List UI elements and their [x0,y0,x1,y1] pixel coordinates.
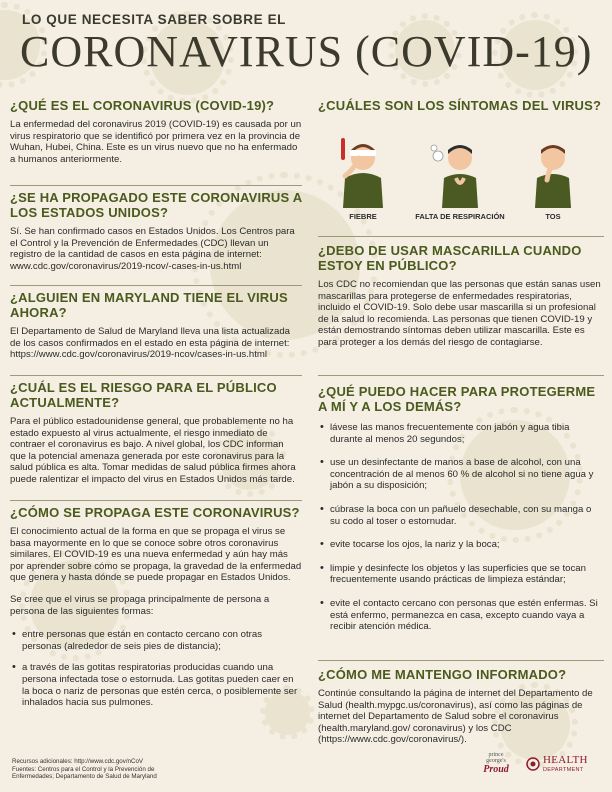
list-item: • evite tocarse los ojos, la nariz y la boca; [318,539,604,551]
page-title: CORONAVIRUS (COVID-19) [20,27,593,76]
symptom-shortness-breath [410,124,510,224]
section-symptoms [318,98,604,113]
section-heading: ¿QUÉ ES EL CORONAVIRUS (COVID-19)? [10,98,275,113]
symptom-label: FALTA DE RESPIRACIÓN [415,212,505,221]
divider [10,375,302,376]
list-item: • evite el contacto cercano con personas que estén enfermas. Si está enfermo, permanezca en casa, excepto cuando vaya a recibir atención médica. [318,598,604,633]
section-spread-us [10,190,302,272]
footer-line: Fuentes: Centros para el Control y la Prevención de [12,765,155,773]
divider [10,285,302,286]
section-body: Continúe consultando la página de internet del Departamento de Salud (health.mypgc.us/coronavirus), así como las páginas de internet del Departamento de Salud sobre el coronavirus (health.maryland.gov/ coronavirus) y los CDC (https://www.cdc.gov/coronavirus/). [318,688,593,746]
divider [318,236,604,237]
header-kicker: LO QUE NECESITA SABER SOBRE EL [22,12,287,27]
section-heading: ¿SE HA PROPAGADO ESTE CORONAVIRUS A LOS ESTADOS UNIDOS? [10,190,302,220]
cough-figure-icon [523,128,583,208]
section-risk [10,380,302,486]
section-heading: ¿DEBO DE USAR MASCARILLA CUANDO ESTOY EN PÚBLICO? [318,243,582,273]
divider [10,185,302,186]
section-body: Los CDC no recomiendan que las personas que están sanas usen mascarillas para protegerse de enfermedades respiratorias, incluido el COVID-19. Solo debe usar mascarilla si un profesional de la salud lo recomienda. Las personas que tienen COVID-19 y están demostrando síntomas deben utilizar mascarilla. Este es para proteger a los demás del riesgo de contagiarse. [318,279,601,348]
page-header [0,0,612,96]
section-what-is [10,98,302,165]
section-stay-informed [318,667,604,746]
breathless-figure-icon [430,128,490,208]
section-body: Sí. Se han confirmado casos en Estados Unidos. Los Centros para el Control y la Prevención de Enfermedades (CDC) llevan un registro de la cantidad de casos en esta página de internet: www.cdc.gov/coronavirus/2019-ncov/-cases-in-us.html [10,226,295,272]
section-maryland [10,290,302,361]
section-mask [318,243,604,349]
section-heading: ¿QUÉ PUEDO HACER PARA PROTEGERME A MÍ Y A LOS DEMÁS? [318,384,596,414]
section-body: Para el público estadounidense general, que probablemente no ha estado expuesto al virus actualmente, el riesgo inmediato de contraer el coronavirus es bajo. A nivel global, los CDC informan que la potencial amenaza generada por este coronavirus para la salud pública es alta. Tomar medidas de salud pública firmes ahora puede ralentizar el impacto del virus en Estados Unidos más tarde. [10,416,296,485]
section-heading: ¿CÓMO SE PROPAGA ESTE CORONAVIRUS? [10,505,300,520]
symptom-label: TOS [545,212,561,221]
footer-line: Enfermedades; Departamento de Salud de Maryland [12,773,157,781]
divider [318,660,604,661]
fever-figure-icon [333,128,393,208]
seal-icon [526,754,540,774]
section-how-spread [10,505,302,709]
list-item: • a través de las gotitas respiratorias producidas cuando una persona infectada tose o estornuda. Las gotitas pueden caer en la boca o nariz de personas que estén cerca, o posiblemente ser inhalados hacia sus pulmones. [10,662,302,708]
divider [10,500,302,501]
section-heading: ¿CÓMO ME MANTENGO INFORMADO? [318,667,567,682]
section-body: Se cree que el virus se propaga principalmente de persona a persona de las siguientes formas: [10,593,270,617]
symptom-cough [508,124,598,224]
symptom-illustrations [318,124,604,224]
health-department-logo [526,752,606,782]
section-body: La enfermedad del coronavirus 2019 (COVID-19) es causada por un virus respiratorio que se identificó por primera vez en la provincia de Wuhan, Hubei, China. Este es un virus nuevo que no ha enfermado a humanos anteriormente. [10,119,302,165]
list-item: • lávese las manos frecuentemente con jabón y agua tibia durante al menos 20 segundos; [318,422,604,445]
list-item: • use un desinfectante de manos a base de alcohol, con una concentración de al menos 60 % de alcohol si no tiene agua y jabón a su disposición; [318,457,604,492]
list-item: • limpie y desinfecte los objetos y las superficies que se tocan frecuentemente usando prácticas de limpieza estándar; [318,563,604,586]
divider [318,375,604,376]
section-heading: ¿ALGUIEN EN MARYLAND TIENE EL VIRUS AHORA? [10,290,288,320]
symptom-fever [318,124,408,224]
section-heading: ¿CUÁLES SON LOS SÍNTOMAS DEL VIRUS? [318,98,602,113]
list-item: • entre personas que están en contacto cercano con otras personas (alrededor de seis pies de distancia); [10,629,302,652]
logo-text: george's [486,758,506,764]
list-item: • cúbrase la boca con un pañuelo desechable, con su manga o su codo al toser o estornudar. [318,504,604,527]
section-body: El conocimiento actual de la forma en que se propaga el virus se basa mayormente en lo que se conoce sobre otros coronavirus similares. El COVID-19 es una nueva enfermedad y aún hay más por aprender sobre cómo se propaga, la gravedad de la enfermedad que genera y hasta dónde se puede propagar en Estados Unidos. [10,526,302,584]
bullet-list [318,422,604,633]
bullet-list [10,629,302,709]
section-protect [318,384,604,633]
prince-georges-logo [470,752,522,782]
footer-line: Recursos adicionales: http://www.cdc.gov/nCoV [12,758,144,765]
section-body: El Departamento de Salud de Maryland lleva una lista actualizada de los casos confirmados en el estado en esta página de internet: https://www.cdc.gov/coronavirus/2019-ncov/cases-in-us.html [10,326,290,361]
logo-text: HEALTH [543,754,588,766]
logo-text: prince [488,752,504,758]
logo-text: Proud [483,764,509,775]
symptom-label: FIEBRE [349,212,377,221]
logo-text: DEPARTMENT [543,767,584,773]
section-heading: ¿CUÁL ES EL RIESGO PARA EL PÚBLICO ACTUALMENTE? [10,380,277,410]
sources-footer [12,758,212,781]
